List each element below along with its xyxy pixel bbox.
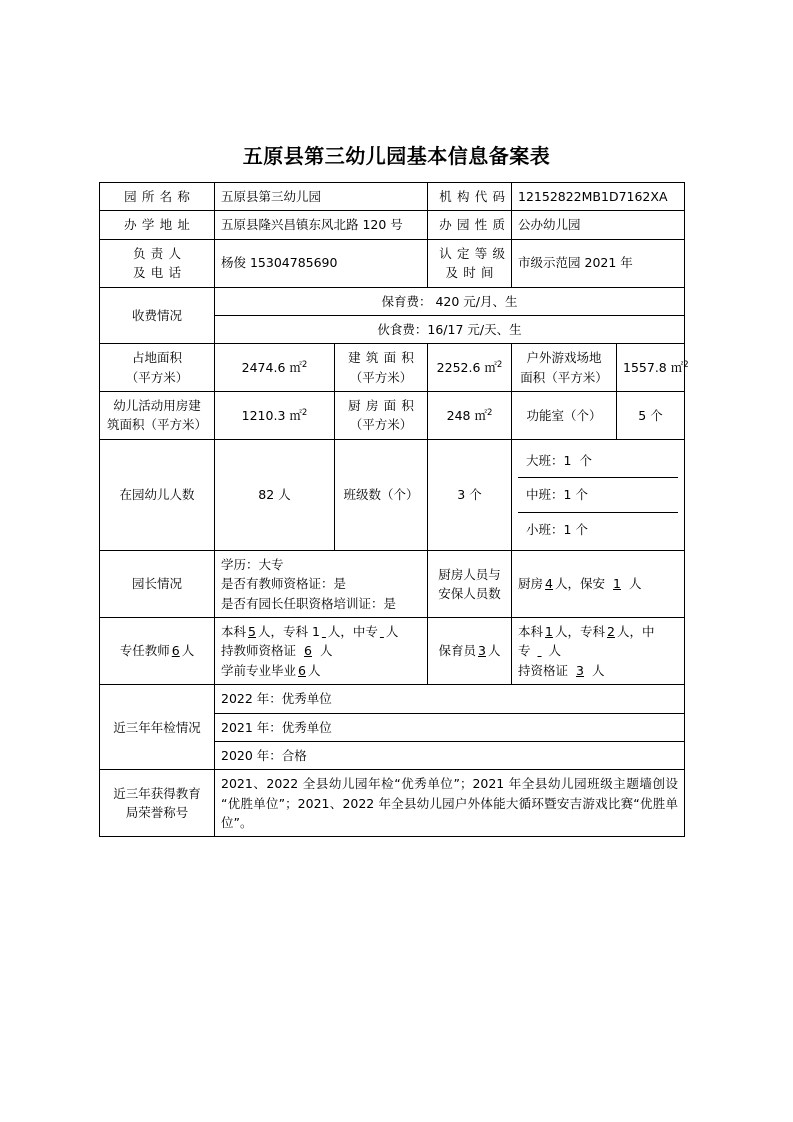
value-accreditation-level: 市级示范园 2021 年 — [512, 239, 685, 287]
value-meal-fee: 伙食费：16/17 元/天、生 — [215, 315, 685, 343]
value-outdoor-area: 1557.8 ㎡$^2$ — [617, 344, 685, 392]
value-inspection-2022: 2022 年：优秀单位 — [215, 685, 685, 713]
page-title: 五原县第三幼儿园基本信息备案表 — [242, 144, 551, 168]
teacher-preschool-major-line: 学前专业毕业 6 人 — [221, 662, 321, 678]
label-building-area: 建筑面积 （平方米） — [335, 344, 428, 392]
unit-square-meter: ㎡$^2$ — [474, 407, 493, 423]
value-support-staff: 厨房 4 人，保安 1 人 — [512, 550, 685, 617]
value-org-code: 12152822MB1D7162XA — [512, 183, 685, 211]
table-row-areas-2 — [100, 392, 685, 440]
label-nurses: 保育员 3 人 — [428, 618, 512, 685]
label-support-staff: 厨房人员与 安保人员数 — [428, 550, 512, 617]
label-fulltime-teachers: 专任教师 6 人 — [100, 618, 215, 685]
value-inspection-2021: 2021 年：优秀单位 — [215, 713, 685, 741]
class-breakdown-table — [518, 444, 678, 546]
label-honors: 近三年获得教育 局荣誉称号 — [100, 770, 215, 837]
nurse-degrees-line-cont: 专 人 — [518, 643, 562, 659]
value-inspection-2020: 2020 年：合格 — [215, 741, 685, 769]
table-row-name — [100, 183, 685, 211]
table-row-areas-1 — [100, 344, 685, 392]
table-row-principal — [100, 239, 685, 287]
table-row-care-fee — [100, 287, 685, 315]
unit-square-meter: ㎡$^2$ — [289, 407, 308, 423]
value-honors: 2021、2022 全县幼儿园年检“优秀单位”；2021 年全县幼儿园班级主题墙创设“优胜单位”；2021、2022 年全县幼儿园户外体能大循环暨安吉游戏比赛“优胜单位”。 — [215, 770, 685, 837]
value-enrolled-children: 82 人 — [215, 439, 335, 550]
label-activity-area: 幼儿活动用房建 筑面积（平方米） — [100, 392, 215, 440]
value-nurse-qualifications — [512, 618, 685, 685]
table-row-address — [100, 211, 685, 239]
label-annual-inspection: 近三年年检情况 — [100, 685, 215, 770]
label-kindergarten-name: 园所名称 — [100, 183, 215, 211]
nurse-degrees-line: 本科 1 人，专科 2 人，中 — [518, 624, 655, 639]
class-middle: 中班：1 个 — [518, 478, 678, 512]
label-principal-phone: 负责人 及电话 — [100, 239, 215, 287]
class-breakdown-cell — [512, 439, 685, 550]
value-kindergarten-name: 五原县第三幼儿园 — [215, 183, 428, 211]
teacher-certificate-line: 持教师资格证 6 人 — [221, 643, 333, 659]
value-school-nature: 公办幼儿园 — [512, 211, 685, 239]
label-outdoor-area: 户外游戏场地 面积（平方米） — [512, 344, 617, 392]
teacher-degrees-line: 本科 5 人，专科 1 人，中专 人 — [221, 624, 399, 639]
unit-square-meter: ㎡$^2$ — [484, 359, 503, 375]
label-function-rooms: 功能室（个） — [512, 392, 617, 440]
class-breakdown-row-middle — [518, 478, 678, 512]
value-principal-phone: 杨俊 15304785690 — [215, 239, 428, 287]
label-fees: 收费情况 — [100, 287, 215, 344]
label-accreditation-level: 认定等级 及时间 — [428, 239, 512, 287]
label-org-code: 机构代码 — [428, 183, 512, 211]
value-address: 五原县隆兴昌镇东风北路 120 号 — [215, 211, 428, 239]
table-row-honors — [100, 770, 685, 837]
nurse-certificate-line: 持资格证 3 人 — [518, 662, 605, 678]
kindergarten-info-table — [99, 182, 689, 837]
label-enrolled-children: 在园幼儿人数 — [100, 439, 215, 550]
value-kitchen-area: 248 ㎡$^2$ — [428, 392, 512, 440]
label-class-count: 班级数（个） — [335, 439, 428, 550]
class-breakdown-row-senior — [518, 444, 678, 478]
table-row-director — [100, 550, 685, 617]
class-junior: 小班：1 个 — [526, 521, 588, 537]
class-breakdown-row-junior — [518, 512, 678, 546]
value-land-area: 2474.6 ㎡$^2$ — [215, 344, 335, 392]
value-care-fee: 保育费： 420 元/月、生 — [215, 287, 685, 315]
label-address: 办学地址 — [100, 211, 215, 239]
table-row-children — [100, 439, 685, 550]
value-function-rooms: 5 个 — [617, 392, 685, 440]
table-row-inspection-2022 — [100, 685, 685, 713]
unit-square-meter: ㎡$^2$ — [289, 359, 308, 375]
value-activity-area: 1210.3 ㎡$^2$ — [215, 392, 335, 440]
table-row-teachers — [100, 618, 685, 685]
value-class-count: 3 个 — [428, 439, 512, 550]
label-school-nature: 办园性质 — [428, 211, 512, 239]
unit-square-meter: ㎡$^2$ — [670, 359, 689, 375]
value-director-info: 学历：大专 是否有教师资格证：是 是否有园长任职资格培训证：是 — [215, 550, 428, 617]
label-land-area: 占地面积 （平方米） — [100, 344, 215, 392]
value-building-area: 2252.6 ㎡$^2$ — [428, 344, 512, 392]
label-director-info: 园长情况 — [100, 550, 215, 617]
label-kitchen-area: 厨房面积 （平方米） — [335, 392, 428, 440]
class-senior: 大班：1 个 — [518, 444, 678, 478]
value-teacher-qualifications — [215, 618, 428, 685]
